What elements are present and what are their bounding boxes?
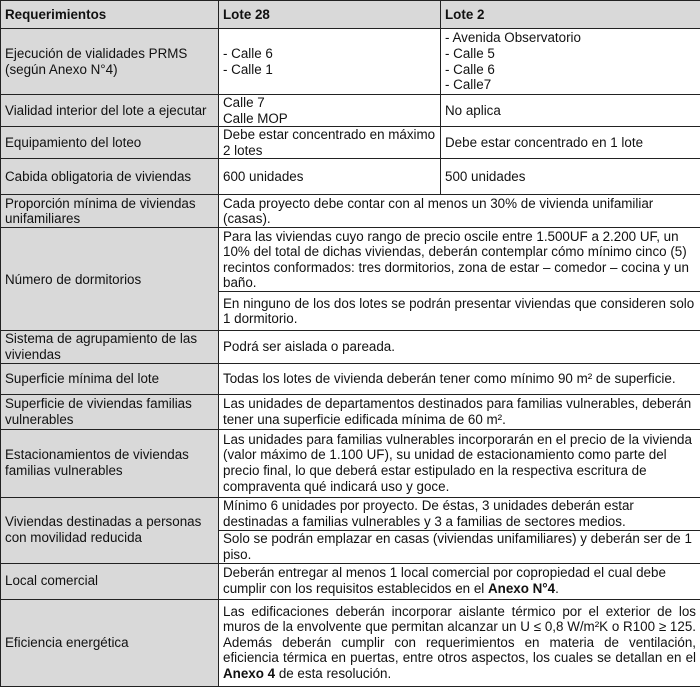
row-label: Sistema de agrupamiento de las viviendas bbox=[1, 331, 219, 363]
lote28-cell: Debe estar concentrado en máximo 2 lotes bbox=[219, 127, 441, 159]
value-text: de esta resolución. bbox=[275, 666, 391, 681]
row-label: Número de dormitorios bbox=[1, 228, 219, 331]
row-label: Superficie mínima del lote bbox=[1, 363, 219, 394]
row-label: Local comercial bbox=[1, 563, 219, 599]
table-row bbox=[1, 394, 700, 429]
table-row bbox=[1, 599, 700, 686]
row-label: Eficiencia energética bbox=[1, 599, 219, 686]
value-cell bbox=[219, 563, 700, 599]
value-cell: Solo se podrán emplazar en casas (viviendas unifamiliares) y deberán ser de 1 piso. bbox=[219, 530, 700, 563]
cell-line: - Calle 1 bbox=[223, 62, 436, 78]
value-cell: Mínimo 6 unidades por proyecto. De éstas, 3 unidades deberán estar destinadas a familias vulnerables y 3 a familias de sectores medios. bbox=[219, 497, 700, 530]
lote28-cell bbox=[219, 29, 441, 95]
row-label: Proporción mínima de viviendas unifamiliares bbox=[1, 195, 219, 228]
table-row bbox=[1, 497, 700, 530]
table-row bbox=[1, 429, 700, 497]
value-cell: Todas los lotes de vivienda deberán tener como mínimo 90 m² de superficie. bbox=[219, 363, 700, 394]
lote28-cell bbox=[219, 95, 441, 127]
cell-line: - Calle7 bbox=[445, 77, 696, 93]
cell-line: Calle 7 bbox=[223, 95, 436, 111]
cell-line: - Calle 6 bbox=[445, 62, 696, 78]
annex-reference: Anexo N°4 bbox=[488, 581, 555, 596]
header-lote-2: Lote 2 bbox=[441, 1, 700, 29]
row-label: Estacionamientos de viviendas familias vulnerables bbox=[1, 429, 219, 497]
table-row bbox=[1, 228, 700, 292]
row-label: Ejecución de vialidades PRMS (según Anexo N°4) bbox=[1, 29, 219, 95]
header-requerimientos: Requerimientos bbox=[1, 1, 219, 29]
table-row bbox=[1, 195, 700, 228]
value-cell: Las unidades de departamentos destinados para familias vulnerables, deberán tener una superficie edificada mínima de 60 m². bbox=[219, 394, 700, 429]
table-row bbox=[1, 331, 700, 363]
value-text: . bbox=[555, 581, 559, 596]
value-cell: En ninguno de los dos lotes se podrán presentar viviendas que consideren solo 1 dormitorio. bbox=[219, 292, 700, 331]
row-label: Superficie de viviendas familias vulnerables bbox=[1, 394, 219, 429]
table-row bbox=[1, 159, 700, 195]
table-row bbox=[1, 29, 700, 95]
lote2-cell: 500 unidades bbox=[441, 159, 700, 195]
lote2-cell: No aplica bbox=[441, 95, 700, 127]
table-row bbox=[1, 127, 700, 159]
lote28-cell: 600 unidades bbox=[219, 159, 441, 195]
header-row bbox=[1, 1, 700, 29]
table-row bbox=[1, 95, 700, 127]
row-label: Cabida obligatoria de viviendas bbox=[1, 159, 219, 195]
row-label: Equipamiento del loteo bbox=[1, 127, 219, 159]
header-lote-28: Lote 28 bbox=[219, 1, 441, 29]
lote2-cell: Debe estar concentrado en 1 lote bbox=[441, 127, 700, 159]
annex-reference: Anexo 4 bbox=[223, 666, 275, 681]
value-cell: Podrá ser aislada o pareada. bbox=[219, 331, 700, 363]
cell-line: - Calle 6 bbox=[223, 46, 436, 62]
value-cell bbox=[219, 599, 700, 686]
row-label: Viviendas destinadas a personas con movilidad reducida bbox=[1, 497, 219, 563]
row-label: Vialidad interior del lote a ejecutar bbox=[1, 95, 219, 127]
table-row bbox=[1, 563, 700, 599]
cell-line: Calle MOP bbox=[223, 111, 436, 127]
value-cell: Cada proyecto debe contar con al menos un 30% de vivienda unifamiliar (casas). bbox=[219, 195, 700, 228]
value-cell: Para las viviendas cuyo rango de precio oscile entre 1.500UF a 2.200 UF, un 10% del total de dichas viviendas, deberán contemplar cómo mínimo cinco (5) recintos conformados: tres dormitorios, zona de estar – comedor – cocina y un baño. bbox=[219, 228, 700, 292]
lote2-cell bbox=[441, 29, 700, 95]
cell-line: - Avenida Observatorio bbox=[445, 30, 696, 46]
value-text: Deberán entregar al menos 1 local comercial por copropiedad el cual debe cumplir con los requisitos establecidos en el bbox=[223, 565, 666, 596]
table-row bbox=[1, 363, 700, 394]
value-text: Las edificaciones deberán incorporar aislante térmico por el exterior de los muros de la envolvente que permitan alcanzar un U ≤ 0,8 W/m²K o R100 ≥ 125. Además deberán cumplir con requerimientos en materia de ventilación, eficiencia térmica en puertas, entre otros aspectos, los cuales se detallan en el bbox=[223, 604, 696, 666]
cell-line: - Calle 5 bbox=[445, 46, 696, 62]
value-cell: Las unidades para familias vulnerables incorporarán en el precio de la vivienda (valor máximo de 1.100 UF), su unidad de estacionamiento como parte del precio final, lo que deberá estar estipulado en la respectiva escritura de compraventa qué indicará uso y goce. bbox=[219, 429, 700, 497]
